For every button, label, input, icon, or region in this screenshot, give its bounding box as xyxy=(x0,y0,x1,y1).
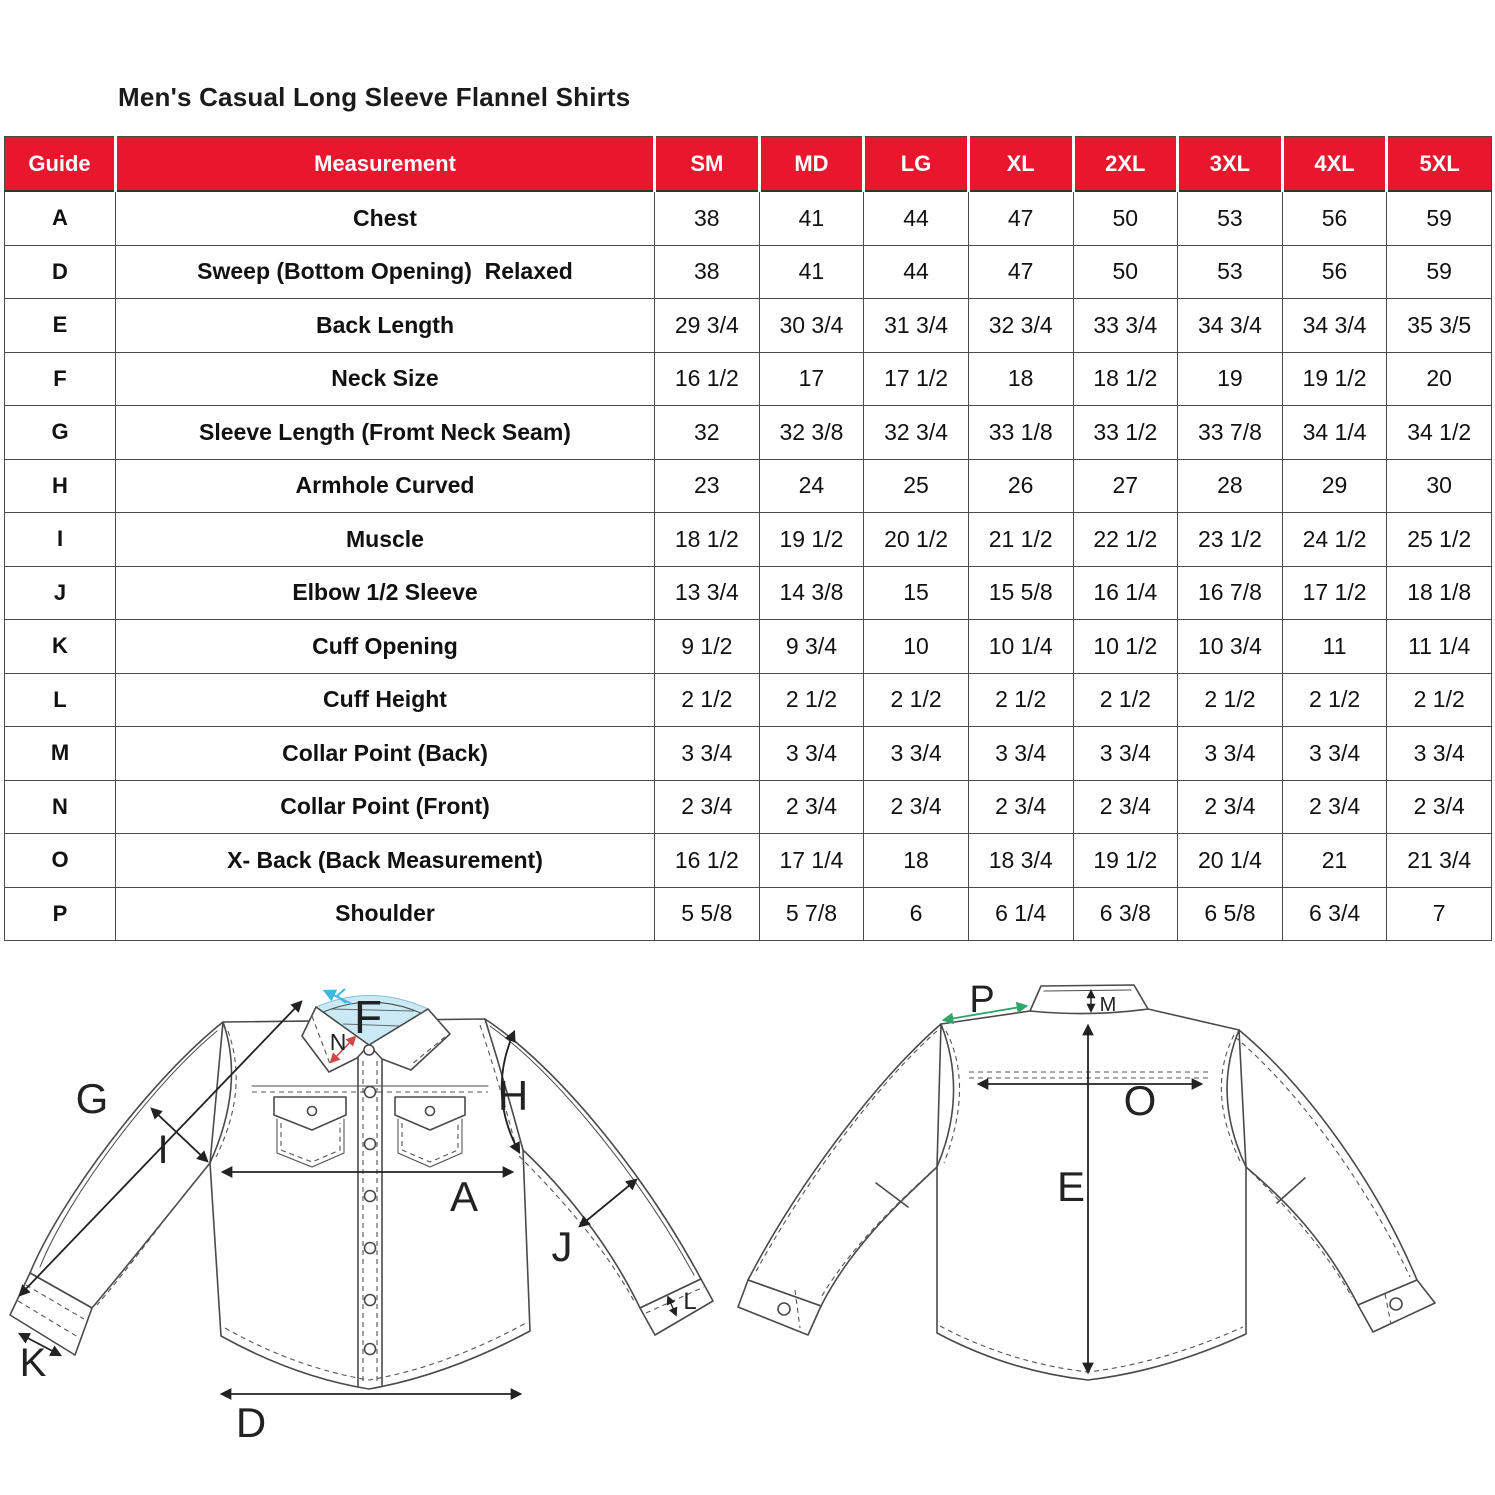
size-value: 2 3/4 xyxy=(1387,780,1492,834)
size-value: 17 1/2 xyxy=(1282,566,1387,620)
column-header-2xl: 2XL xyxy=(1073,137,1178,192)
guide-letter: K xyxy=(5,620,116,674)
size-value: 20 1/4 xyxy=(1178,834,1283,888)
measurement-name: Collar Point (Front) xyxy=(116,780,655,834)
measurement-name: Armhole Curved xyxy=(116,459,655,513)
measurement-name: X- Back (Back Measurement) xyxy=(116,834,655,888)
size-value: 53 xyxy=(1178,245,1283,299)
size-value: 18 1/2 xyxy=(1073,352,1178,406)
column-header-guide: Guide xyxy=(5,137,116,192)
size-value: 29 xyxy=(1282,459,1387,513)
front-shirt-drawing xyxy=(10,989,713,1446)
size-value: 16 1/4 xyxy=(1073,566,1178,620)
size-value: 25 xyxy=(864,459,969,513)
size-value: 14 3/8 xyxy=(759,566,864,620)
size-value: 2 3/4 xyxy=(759,780,864,834)
measurement-name: Muscle xyxy=(116,513,655,567)
size-value: 30 3/4 xyxy=(759,299,864,353)
size-value: 41 xyxy=(759,191,864,245)
size-value: 16 1/2 xyxy=(655,834,760,888)
size-value: 33 1/2 xyxy=(1073,406,1178,460)
size-value: 50 xyxy=(1073,191,1178,245)
size-value: 32 3/4 xyxy=(968,299,1073,353)
size-value: 19 1/2 xyxy=(759,513,864,567)
size-value: 50 xyxy=(1073,245,1178,299)
table-row-E xyxy=(5,299,1492,353)
size-value: 2 1/2 xyxy=(968,673,1073,727)
size-value: 19 1/2 xyxy=(1282,352,1387,406)
size-chart xyxy=(4,136,1492,941)
guide-letter: E xyxy=(5,299,116,353)
size-value: 33 3/4 xyxy=(1073,299,1178,353)
label-H: H xyxy=(497,1072,529,1119)
size-value: 17 1/2 xyxy=(864,352,969,406)
size-value: 10 1/4 xyxy=(968,620,1073,674)
size-value: 21 3/4 xyxy=(1387,834,1492,888)
column-header-sm: SM xyxy=(655,137,760,192)
label-E: E xyxy=(1056,1163,1086,1210)
size-value: 35 3/5 xyxy=(1387,299,1492,353)
size-value: 3 3/4 xyxy=(1282,727,1387,781)
size-value: 24 xyxy=(759,459,864,513)
size-value: 33 1/8 xyxy=(968,406,1073,460)
size-value: 32 xyxy=(655,406,760,460)
size-value: 10 xyxy=(864,620,969,674)
size-value: 10 1/2 xyxy=(1073,620,1178,674)
size-value: 2 1/2 xyxy=(1387,673,1492,727)
size-value: 9 3/4 xyxy=(759,620,864,674)
size-value: 38 xyxy=(655,191,760,245)
size-value: 18 xyxy=(864,834,969,888)
table-row-G xyxy=(5,406,1492,460)
size-value: 6 5/8 xyxy=(1178,887,1283,941)
size-value: 20 1/2 xyxy=(864,513,969,567)
size-value: 18 3/4 xyxy=(968,834,1073,888)
table-row-D xyxy=(5,245,1492,299)
label-I: I xyxy=(157,1128,169,1172)
size-value: 53 xyxy=(1178,191,1283,245)
table-row-N xyxy=(5,780,1492,834)
table-row-A xyxy=(5,191,1492,245)
size-value: 23 1/2 xyxy=(1178,513,1283,567)
column-header-md: MD xyxy=(759,137,864,192)
size-value: 34 1/2 xyxy=(1387,406,1492,460)
size-value: 6 3/4 xyxy=(1282,887,1387,941)
size-value: 2 1/2 xyxy=(1178,673,1283,727)
label-L: L xyxy=(683,1288,697,1315)
table-row-H xyxy=(5,459,1492,513)
column-header-measurement: Measurement xyxy=(116,137,655,192)
page-title: Men's Casual Long Sleeve Flannel Shirts xyxy=(118,82,631,112)
column-header-5xl: 5XL xyxy=(1387,137,1492,192)
size-value: 17 1/4 xyxy=(759,834,864,888)
size-value: 20 xyxy=(1387,352,1492,406)
label-N: N xyxy=(329,1029,347,1055)
size-value: 34 3/4 xyxy=(1178,299,1283,353)
size-value: 21 xyxy=(1282,834,1387,888)
size-value: 2 3/4 xyxy=(968,780,1073,834)
measurement-name: Back Length xyxy=(116,299,655,353)
label-O: O xyxy=(1123,1077,1157,1124)
table-row-P xyxy=(5,887,1492,941)
size-value: 23 xyxy=(655,459,760,513)
size-value: 34 3/4 xyxy=(1282,299,1387,353)
size-value: 44 xyxy=(864,191,969,245)
size-value: 22 1/2 xyxy=(1073,513,1178,567)
size-value: 7 xyxy=(1387,887,1492,941)
size-value: 3 3/4 xyxy=(1178,727,1283,781)
measurement-name: Sleeve Length (Fromt Neck Seam) xyxy=(116,406,655,460)
size-value: 16 7/8 xyxy=(1178,566,1283,620)
size-value: 44 xyxy=(864,245,969,299)
size-value: 6 1/4 xyxy=(968,887,1073,941)
size-value: 34 1/4 xyxy=(1282,406,1387,460)
size-value: 33 7/8 xyxy=(1178,406,1283,460)
size-value: 25 1/2 xyxy=(1387,513,1492,567)
size-value: 3 3/4 xyxy=(1073,727,1178,781)
column-header-3xl: 3XL xyxy=(1178,137,1283,192)
column-header-4xl: 4XL xyxy=(1282,137,1387,192)
guide-letter: F xyxy=(5,352,116,406)
size-value: 21 1/2 xyxy=(968,513,1073,567)
size-value: 26 xyxy=(968,459,1073,513)
size-value: 2 3/4 xyxy=(864,780,969,834)
back-collar xyxy=(1030,985,1148,1014)
size-value: 18 1/2 xyxy=(655,513,760,567)
size-value: 56 xyxy=(1282,191,1387,245)
size-value: 19 xyxy=(1178,352,1283,406)
label-A: A xyxy=(449,1173,479,1220)
size-value: 5 7/8 xyxy=(759,887,864,941)
measurement-name: Neck Size xyxy=(116,352,655,406)
label-P: P xyxy=(969,979,995,1021)
size-value: 56 xyxy=(1282,245,1387,299)
measurement-name: Collar Point (Back) xyxy=(116,727,655,781)
table-row-L xyxy=(5,673,1492,727)
guide-letter: I xyxy=(5,513,116,567)
size-value: 32 3/4 xyxy=(864,406,969,460)
measurement-name: Sweep (Bottom Opening) Relaxed xyxy=(116,245,655,299)
guide-letter: H xyxy=(5,459,116,513)
size-value: 3 3/4 xyxy=(759,727,864,781)
size-value: 59 xyxy=(1387,245,1492,299)
column-header-lg: LG xyxy=(864,137,969,192)
guide-letter: J xyxy=(5,566,116,620)
label-J: J xyxy=(551,1223,573,1270)
size-value: 2 1/2 xyxy=(1282,673,1387,727)
size-value: 16 1/2 xyxy=(655,352,760,406)
size-value: 3 3/4 xyxy=(968,727,1073,781)
size-value: 2 3/4 xyxy=(655,780,760,834)
size-chart-table xyxy=(4,136,1492,941)
guide-letter: P xyxy=(5,887,116,941)
label-F: F xyxy=(353,991,383,1043)
size-value: 24 1/2 xyxy=(1282,513,1387,567)
label-D: D xyxy=(235,1399,267,1446)
measurement-name: Shoulder xyxy=(116,887,655,941)
guide-letter: O xyxy=(5,834,116,888)
label-M: M xyxy=(1099,994,1117,1016)
size-value: 31 3/4 xyxy=(864,299,969,353)
size-value: 13 3/4 xyxy=(655,566,760,620)
size-value: 15 xyxy=(864,566,969,620)
back-shirt-drawing xyxy=(738,979,1435,1380)
size-value: 2 3/4 xyxy=(1073,780,1178,834)
table-row-O xyxy=(5,834,1492,888)
size-value: 9 1/2 xyxy=(655,620,760,674)
table-row-F xyxy=(5,352,1492,406)
size-value: 3 3/4 xyxy=(1387,727,1492,781)
size-value: 18 xyxy=(968,352,1073,406)
guide-letter: D xyxy=(5,245,116,299)
label-G: G xyxy=(75,1075,109,1122)
measurement-name: Cuff Opening xyxy=(116,620,655,674)
size-value: 2 3/4 xyxy=(1178,780,1283,834)
size-value: 2 1/2 xyxy=(864,673,969,727)
size-value: 47 xyxy=(968,245,1073,299)
size-value: 2 3/4 xyxy=(1282,780,1387,834)
measurement-name: Elbow 1/2 Sleeve xyxy=(116,566,655,620)
size-chart-header xyxy=(5,137,1492,192)
size-value: 19 1/2 xyxy=(1073,834,1178,888)
size-value: 47 xyxy=(968,191,1073,245)
size-value: 6 3/8 xyxy=(1073,887,1178,941)
guide-letter: G xyxy=(5,406,116,460)
table-row-K xyxy=(5,620,1492,674)
column-header-xl: XL xyxy=(968,137,1073,192)
size-value: 2 1/2 xyxy=(655,673,760,727)
label-K: K xyxy=(19,1341,47,1385)
size-value: 27 xyxy=(1073,459,1178,513)
size-value: 2 1/2 xyxy=(759,673,864,727)
size-value: 3 3/4 xyxy=(655,727,760,781)
size-value: 11 xyxy=(1282,620,1387,674)
guide-letter: N xyxy=(5,780,116,834)
size-value: 30 xyxy=(1387,459,1492,513)
measurement-diagram xyxy=(0,945,1495,1495)
table-row-I xyxy=(5,513,1492,567)
size-value: 17 xyxy=(759,352,864,406)
table-row-M xyxy=(5,727,1492,781)
guide-letter: A xyxy=(5,191,116,245)
size-value: 41 xyxy=(759,245,864,299)
size-value: 11 1/4 xyxy=(1387,620,1492,674)
size-value: 32 3/8 xyxy=(759,406,864,460)
size-value: 38 xyxy=(655,245,760,299)
size-value: 28 xyxy=(1178,459,1283,513)
guide-letter: L xyxy=(5,673,116,727)
size-value: 3 3/4 xyxy=(864,727,969,781)
size-value: 5 5/8 xyxy=(655,887,760,941)
size-value: 2 1/2 xyxy=(1073,673,1178,727)
size-value: 15 5/8 xyxy=(968,566,1073,620)
size-value: 6 xyxy=(864,887,969,941)
guide-letter: M xyxy=(5,727,116,781)
size-value: 18 1/8 xyxy=(1387,566,1492,620)
size-value: 10 3/4 xyxy=(1178,620,1283,674)
measurement-name: Chest xyxy=(116,191,655,245)
table-row-J xyxy=(5,566,1492,620)
size-value: 29 3/4 xyxy=(655,299,760,353)
measurement-name: Cuff Height xyxy=(116,673,655,727)
size-value: 59 xyxy=(1387,191,1492,245)
